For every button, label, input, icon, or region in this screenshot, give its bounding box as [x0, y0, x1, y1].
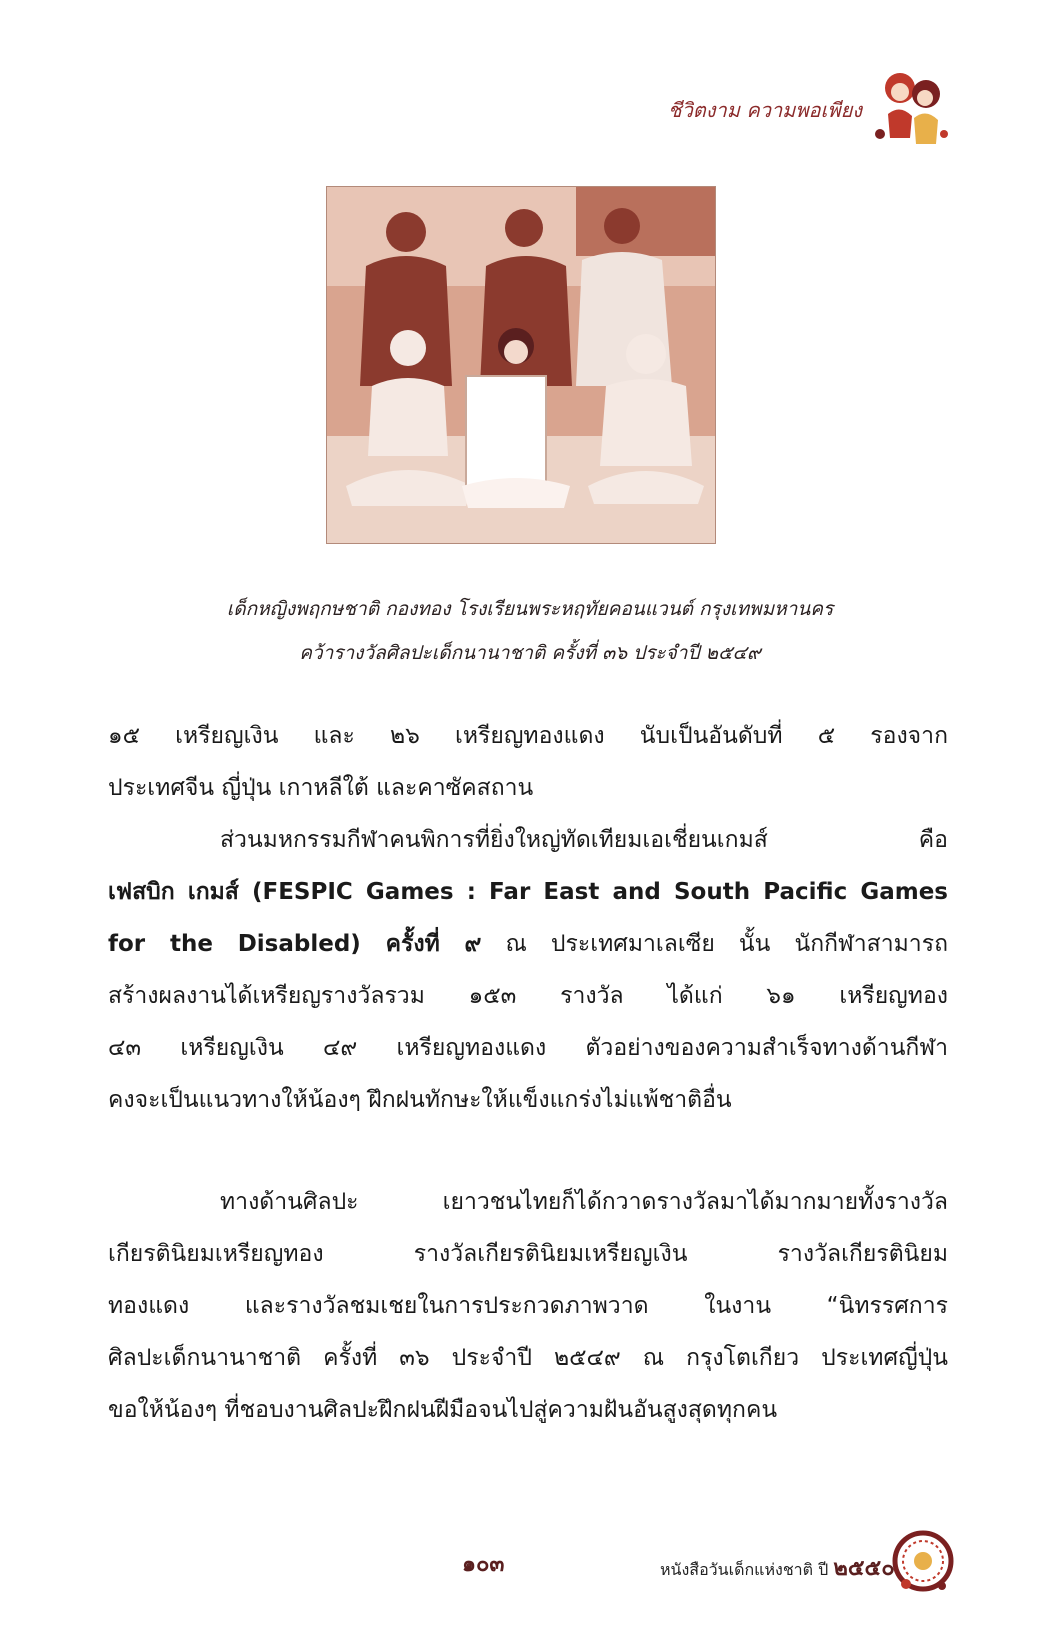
cartoon-children-icon — [870, 64, 954, 154]
body-text — [108, 710, 948, 1126]
body-text-art — [108, 1176, 948, 1436]
body-line: ประเทศจีน ญี่ปุ่น เกาหลีใต้ และคาซัคสถาน — [108, 775, 534, 801]
ring-emblem-icon — [888, 1526, 958, 1596]
body-line: ส่วนมหกรรมกีฬาคนพิการที่ยิ่งใหญ่ทัดเทียมเอเชี่ยนเกมส์ คือ — [220, 827, 948, 853]
book-title — [660, 1550, 895, 1585]
body-line-bold: เฟสบิก เกมส์ (FESPIC Games : Far East and South Pacific Games — [108, 879, 948, 905]
photo-caption-line-1: เด็กหญิงพฤกษชาติ กองทอง โรงเรียนพระหฤทัยคอนแวนต์ กรุงเทพมหานคร — [226, 598, 834, 620]
body-line: ขอให้น้องๆ ที่ชอบงานศิลปะฝึกฝนฝีมือจนไปสู่ความฝันอันสูงสุดทุกคน — [108, 1397, 778, 1423]
regular-segment: ณ ประเทศมาเลเซีย นั้น นักกีฬาสามารถ — [481, 931, 948, 957]
body-line-mixed — [108, 918, 948, 970]
book-year: ๒๕๕๐ — [833, 1556, 895, 1581]
group-photo-image — [326, 186, 716, 544]
body-line: ศิลปะเด็กนานาชาติ ครั้งที่ ๓๖ ประจำปี ๒๕๔๙ ณ กรุงโตเกียว ประเทศญี่ปุ่น — [108, 1345, 948, 1371]
body-line: ๑๕ เหรียญเงิน และ ๒๖ เหรียญทองแดง นับเป็นอันดับที่ ๕ รองจาก — [108, 723, 948, 749]
body-line: ทองแดง และรางวัลชมเชยในการประกวดภาพวาด ในงาน “นิทรรศการ — [108, 1293, 948, 1319]
body-line: คงจะเป็นแนวทางให้น้องๆ ฝึกฝนทักษะให้แข็งแกร่งไม่แพ้ชาติอื่น — [108, 1087, 732, 1113]
body-line: เกียรตินิยมเหรียญทอง รางวัลเกียรตินิยมเหรียญเงิน รางวัลเกียรตินิยม — [108, 1241, 948, 1267]
photo-caption-line-2: คว้ารางวัลศิลปะเด็กนานาชาติ ครั้งที่ ๓๖ ประจำปี ๒๕๔๙ — [299, 642, 761, 664]
running-header: ชีวิตงาม ความพอเพียง — [668, 98, 863, 122]
body-line: ๔๓ เหรียญเงิน ๔๙ เหรียญทองแดง ตัวอย่างของความสำเร็จทางด้านกีฬา — [108, 1035, 948, 1061]
page-number: ๑๐๓ — [462, 1552, 505, 1577]
book-title-text: หนังสือวันเด็กแห่งชาติ ปี — [660, 1560, 829, 1579]
bold-segment: for the Disabled) ครั้งที่ ๙ — [108, 931, 482, 957]
body-line: ทางด้านศิลปะ เยาวชนไทยก็ได้กวาดรางวัลมาได้มากมายทั้งรางวัล — [220, 1189, 948, 1215]
body-line: สร้างผลงานได้เหรียญรางวัลรวม ๑๕๓ รางวัล ได้แก่ ๖๑ เหรียญทอง — [108, 983, 948, 1009]
